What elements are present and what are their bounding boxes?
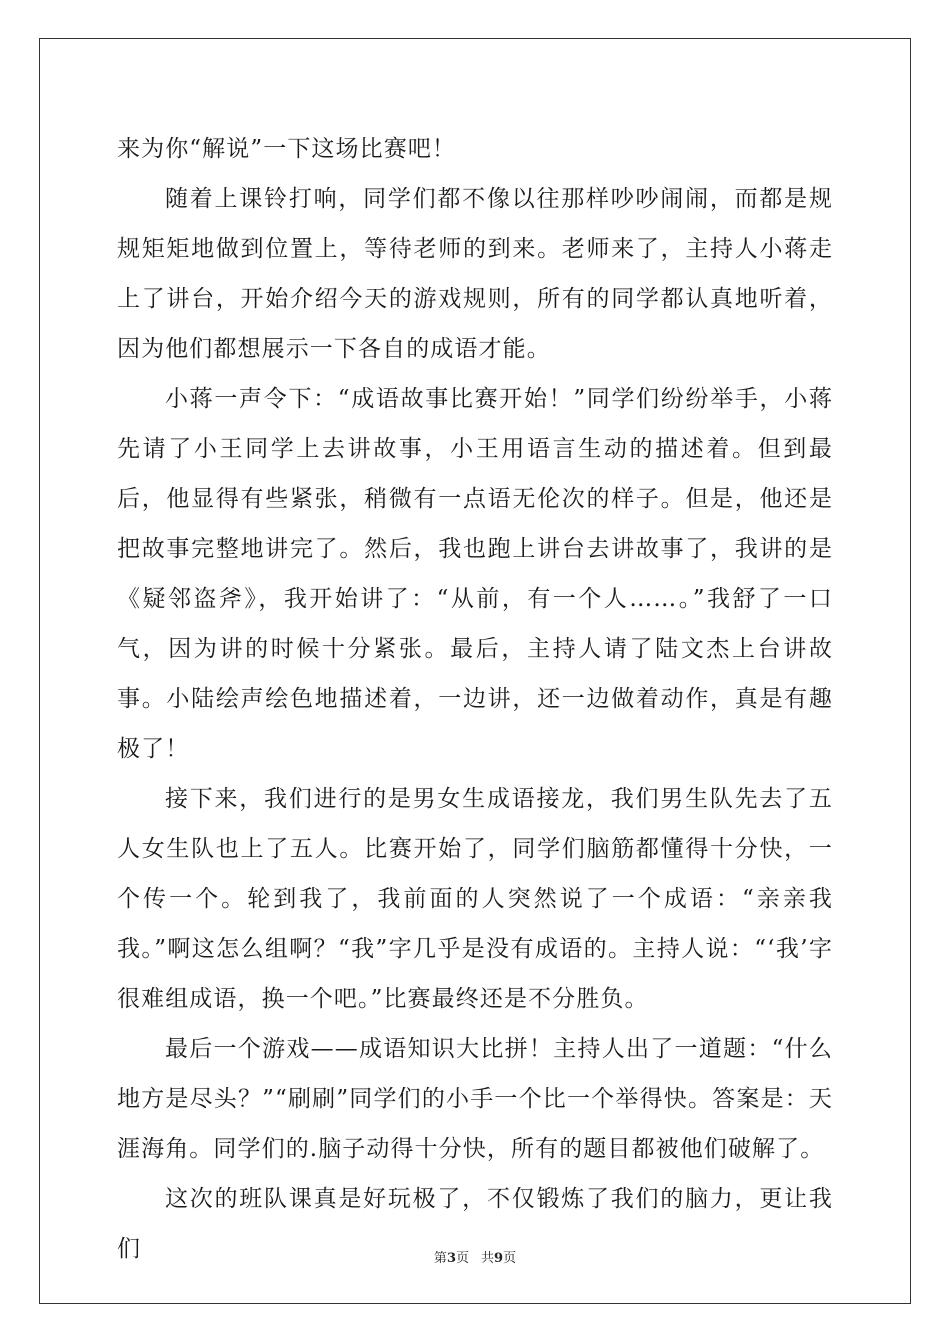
paragraph-5: 最后一个游戏——成语知识大比拼！主持人出了一道题：“什么地方是尽头？”“刷刷”同学们的小手一个比一个举得快。答案是：天涯海角。同学们的.脑子动得十分快，所有的题目都被他们破解了。 [117,1036,833,1162]
paragraph-6: 这次的班队课真是好玩极了，不仅锻炼了我们的脑力，更让我们 [117,1186,833,1262]
paragraph-1: 来为你“解说”一下这场比赛吧！ [117,136,457,162]
page-number: 第3页 [433,1251,469,1266]
paragraph-4: 接下来，我们进行的是男女生成语接龙，我们男生队先去了五人女生队也上了五人。比赛开始了，同学们脑筋都懂得十分快，一个传一个。轮到我了，我前面的人突然说了一个成语：“亲亲我我。”啊这怎么组啊？“我”字几乎是没有成语的。主持人说：“‘我’字很难组成语，换一个吧。”比赛最终还是不分胜负。 [117,786,833,1012]
page-footer [0,1247,950,1266]
document-body [117,124,833,1274]
paragraph-2: 随着上课铃打响，同学们都不像以往那样吵吵闹闹，而都是规规矩矩地做到位置上，等待老师的到来。老师来了，主持人小蒋走上了讲台，开始介绍今天的游戏规则，所有的同学都认真地听着，因为他们都想展示一下各自的成语才能。 [117,186,833,362]
paragraph-3: 小蒋一声令下：“成语故事比赛开始！”同学们纷纷举手，小蒋先请了小王同学上去讲故事，小王用语言生动的描述着。但到最后，他显得有些紧张，稍微有一点语无伦次的样子。但是，他还是把故事完整地讲完了。然后，我也跑上讲台去讲故事了，我讲的是《疑邻盗斧》，我开始讲了：“从前，有一个人……。”我舒了一口气，因为讲的时候十分紧张。最后，主持人请了陆文杰上台讲故事。小陆绘声绘色地描述着，一边讲，还一边做着动作，真是有趣极了！ [117,386,833,762]
page-total: 共9页 [481,1251,517,1266]
